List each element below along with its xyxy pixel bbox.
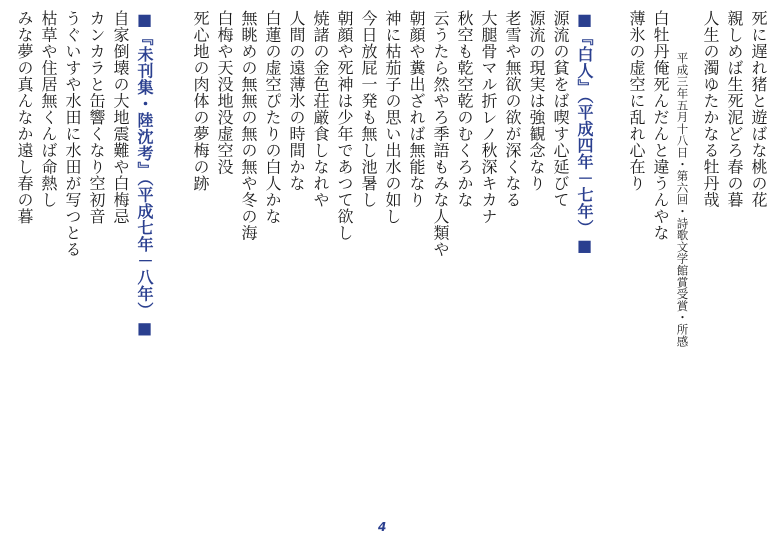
haiku-line: 人生の濁ゆたかなる牡丹哉: [701, 10, 720, 208]
haiku-line: 老雪や無欲の欲が深くなる: [503, 10, 522, 208]
haiku-line: 云うたら然やろ季語もみな人類や: [431, 10, 450, 258]
haiku-line: 源流の貧をば喫す心延びて: [551, 10, 570, 208]
section-heading-hakujin: ■『白人』（平成四年－七年）■: [575, 10, 594, 256]
haiku-line: 秋空も乾空乾のむくろかな: [455, 10, 474, 208]
haiku-line: 薄氷の虚空に乱れ心在り: [627, 10, 646, 192]
annotation-line: 平成三年五月十八日・第六回・詩歌文学館賞受賞・所感: [675, 52, 690, 347]
haiku-line: 人間の遠薄氷の時間かな: [287, 10, 306, 192]
haiku-line: 死に遅れ猪と遊ばな桃の花: [749, 10, 768, 208]
haiku-line: 朝顔や死神は少年であつて欲し: [335, 10, 354, 241]
page-number: 4: [378, 520, 387, 534]
haiku-line: 死心地の肉体の夢梅の跡: [191, 10, 210, 192]
haiku-line: 源流の現実は強観念なり: [527, 10, 546, 192]
haiku-line: 無眺めの無無の無の無や冬の海: [239, 10, 258, 241]
haiku-line: 親しめば生死泥どろ春の暮: [725, 10, 744, 208]
haiku-line: 白梅や天没地没虚空没: [215, 10, 234, 175]
haiku-line: 白牡丹俺死んだんと違うんやな: [651, 10, 670, 241]
haiku-line: カンカラと缶響くなり空初音: [87, 10, 106, 225]
haiku-line: 白蓮の虚空ぴたりの白人かな: [263, 10, 282, 225]
haiku-line: 枯草や住居無くんば命熱し: [39, 10, 58, 208]
haiku-line: 今日放屁一発も無し池暑し: [359, 10, 378, 208]
haiku-line: みな夢の真んなか遠し春の暮: [15, 10, 34, 225]
haiku-line: 大腿骨マル折レノ秋深キカナ: [479, 10, 498, 225]
section-heading-mikanshu: ■『未刊集・陸沈考』（平成七年－八年）■: [135, 10, 154, 338]
haiku-line: 焼諸の金色荘厳食しなれや: [311, 10, 330, 208]
haiku-line: 神に枯茄子の思い出水の如し: [383, 10, 402, 225]
haiku-line: 自家倒壊の大地震難や白梅忌: [111, 10, 130, 225]
haiku-line: うぐいすや水田に水田が写つとる: [63, 10, 82, 258]
haiku-line: 朝顔や糞出ざれば無能なり: [407, 10, 426, 208]
